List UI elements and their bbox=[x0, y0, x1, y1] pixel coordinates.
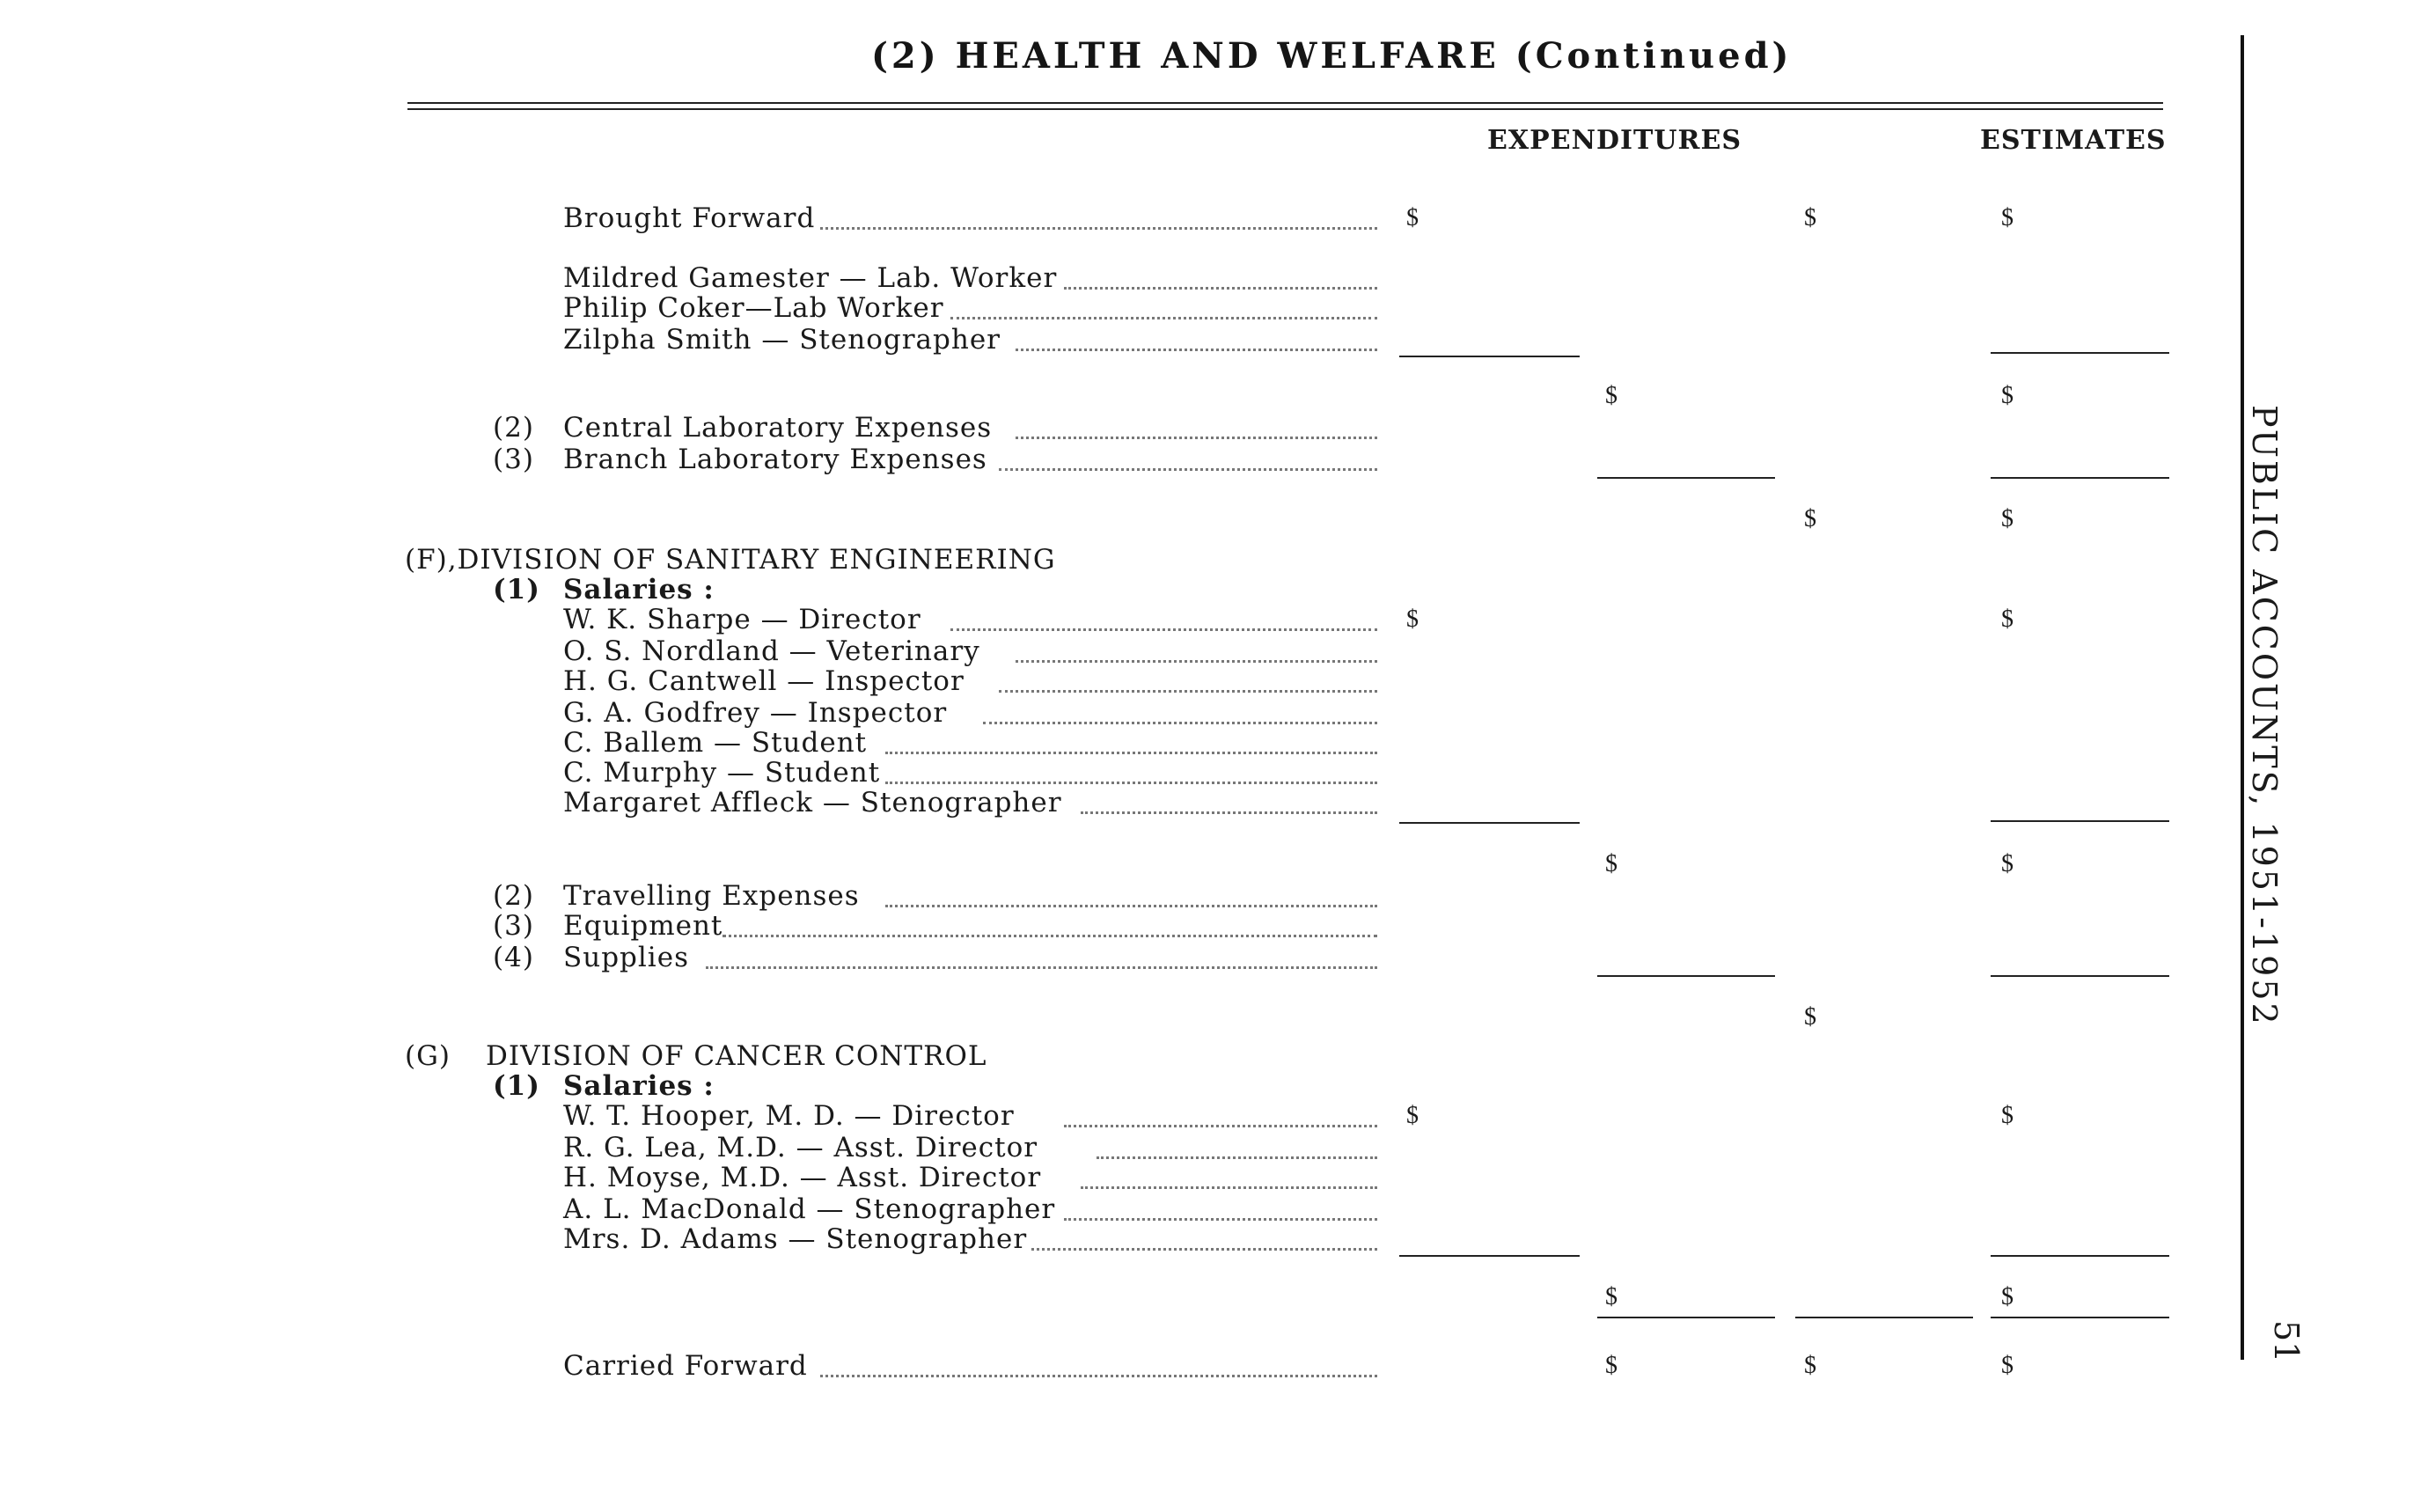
subtotal-rule bbox=[1991, 975, 2169, 977]
page-title: (2) HEALTH AND WELFARE (Continued) bbox=[871, 35, 1793, 77]
row-label: G. A. Godfrey — Inspector bbox=[563, 697, 948, 729]
row-label: C. Ballem — Student bbox=[563, 727, 868, 759]
leader-dots bbox=[1064, 287, 1377, 290]
row-prefix: (3) bbox=[493, 910, 534, 942]
leader-dots bbox=[820, 1375, 1378, 1377]
row-prefix: (1) bbox=[493, 574, 540, 606]
leader-dots bbox=[950, 317, 1378, 319]
row-label: O. S. Nordland — Veterinary bbox=[563, 635, 980, 667]
row-label: W. K. Sharpe — Director bbox=[563, 604, 921, 635]
dollar-sign: $ bbox=[1605, 382, 1617, 409]
dollar-sign: $ bbox=[1804, 1003, 1816, 1031]
side-title: PUBLIC ACCOUNTS, 1951-1952 bbox=[2245, 405, 2284, 1027]
row-label: (F),DIVISION OF SANITARY ENGINEERING bbox=[405, 544, 1056, 576]
title-rule-top bbox=[407, 102, 2163, 104]
leader-dots bbox=[885, 905, 1378, 907]
title-rule-bottom bbox=[407, 108, 2163, 110]
row-prefix: (4) bbox=[493, 942, 534, 973]
row-prefix: (1) bbox=[493, 1070, 540, 1102]
subtotal-rule bbox=[1991, 820, 2169, 822]
row-label: Central Laboratory Expenses bbox=[563, 412, 993, 444]
subtotal-rule bbox=[1991, 352, 2169, 354]
dollar-sign: $ bbox=[2001, 1102, 2014, 1129]
leader-dots bbox=[950, 628, 1378, 631]
leader-dots bbox=[1081, 811, 1378, 814]
leader-dots bbox=[885, 782, 1378, 784]
dollar-sign: $ bbox=[2001, 1352, 2014, 1379]
leader-dots bbox=[1016, 349, 1378, 351]
dollar-sign: $ bbox=[2001, 204, 2014, 231]
row-label: DIVISION OF CANCER CONTROL bbox=[486, 1040, 987, 1072]
dollar-sign: $ bbox=[2001, 1283, 2014, 1310]
row-label: Salaries : bbox=[563, 1070, 715, 1102]
row-label: Margaret Affleck — Stenographer bbox=[563, 787, 1062, 818]
leader-dots bbox=[999, 690, 1377, 693]
row-label: Salaries : bbox=[563, 574, 715, 606]
row-label: A. L. MacDonald — Stenographer bbox=[563, 1193, 1056, 1225]
dollar-sign: $ bbox=[1804, 505, 1816, 532]
dollar-sign: $ bbox=[1406, 1102, 1419, 1129]
leader-dots bbox=[1081, 1186, 1378, 1189]
dollar-sign: $ bbox=[1605, 1352, 1617, 1379]
row-label: Supplies bbox=[563, 942, 689, 973]
row-label: W. T. Hooper, M. D. — Director bbox=[563, 1100, 1015, 1132]
subtotal-rule bbox=[1399, 822, 1580, 824]
row-label: Branch Laboratory Expenses bbox=[563, 444, 987, 475]
leader-dots bbox=[723, 935, 1378, 937]
leader-dots bbox=[1064, 1125, 1377, 1127]
dollar-sign: $ bbox=[1804, 1352, 1816, 1379]
row-prefix: (3) bbox=[493, 444, 534, 475]
subtotal-rule bbox=[1597, 477, 1775, 479]
row-label: Mildred Gamester — Lab. Worker bbox=[563, 262, 1058, 294]
leader-dots bbox=[820, 227, 1378, 230]
dollar-sign: $ bbox=[1406, 204, 1419, 231]
leader-dots bbox=[1097, 1156, 1377, 1159]
row-label: Carried Forward bbox=[563, 1350, 808, 1382]
dollar-sign: $ bbox=[1605, 850, 1617, 877]
column-header-estimates: ESTIMATES bbox=[1980, 125, 2167, 156]
row-label: Philip Coker—Lab Worker bbox=[563, 292, 944, 324]
row-prefix: (2) bbox=[493, 412, 534, 444]
row-label: H. G. Cantwell — Inspector bbox=[563, 665, 965, 697]
right-border-line bbox=[2241, 35, 2244, 1360]
row-label: Zilpha Smith — Stenographer bbox=[563, 324, 1001, 356]
dollar-sign: $ bbox=[2001, 382, 2014, 409]
subtotal-rule bbox=[1991, 1317, 2169, 1318]
row-label: H. Moyse, M.D. — Asst. Director bbox=[563, 1162, 1042, 1193]
leader-dots bbox=[1031, 1248, 1377, 1251]
subtotal-rule bbox=[1597, 975, 1775, 977]
leader-dots bbox=[885, 752, 1378, 754]
dollar-sign: $ bbox=[2001, 850, 2014, 877]
column-header-expenditures: EXPENDITURES bbox=[1487, 125, 1742, 156]
subtotal-rule bbox=[1399, 356, 1580, 357]
row-label: R. G. Lea, M.D. — Asst. Director bbox=[563, 1132, 1038, 1163]
row-label: Brought Forward bbox=[563, 202, 816, 234]
leader-dots bbox=[1016, 437, 1378, 439]
subtotal-rule bbox=[1991, 477, 2169, 479]
leader-dots bbox=[1016, 660, 1378, 663]
row-prefix: (G) bbox=[405, 1040, 451, 1072]
leader-dots bbox=[1064, 1218, 1377, 1221]
leader-dots bbox=[706, 966, 1377, 969]
dollar-sign: $ bbox=[1406, 606, 1419, 633]
page-number: 51 bbox=[2267, 1320, 2306, 1363]
leader-dots bbox=[999, 468, 1377, 471]
row-label: C. Murphy — Student bbox=[563, 757, 881, 789]
dollar-sign: $ bbox=[2001, 606, 2014, 633]
subtotal-rule bbox=[1991, 1255, 2169, 1257]
row-label: Mrs. D. Adams — Stenographer bbox=[563, 1223, 1028, 1255]
subtotal-rule bbox=[1597, 1317, 1775, 1318]
row-label: Equipment bbox=[563, 910, 723, 942]
dollar-sign: $ bbox=[1605, 1283, 1617, 1310]
subtotal-rule bbox=[1795, 1317, 1973, 1318]
leader-dots bbox=[983, 722, 1378, 724]
subtotal-rule bbox=[1399, 1255, 1580, 1257]
dollar-sign: $ bbox=[2001, 505, 2014, 532]
row-label: Travelling Expenses bbox=[563, 880, 860, 912]
row-prefix: (2) bbox=[493, 880, 534, 912]
dollar-sign: $ bbox=[1804, 204, 1816, 231]
